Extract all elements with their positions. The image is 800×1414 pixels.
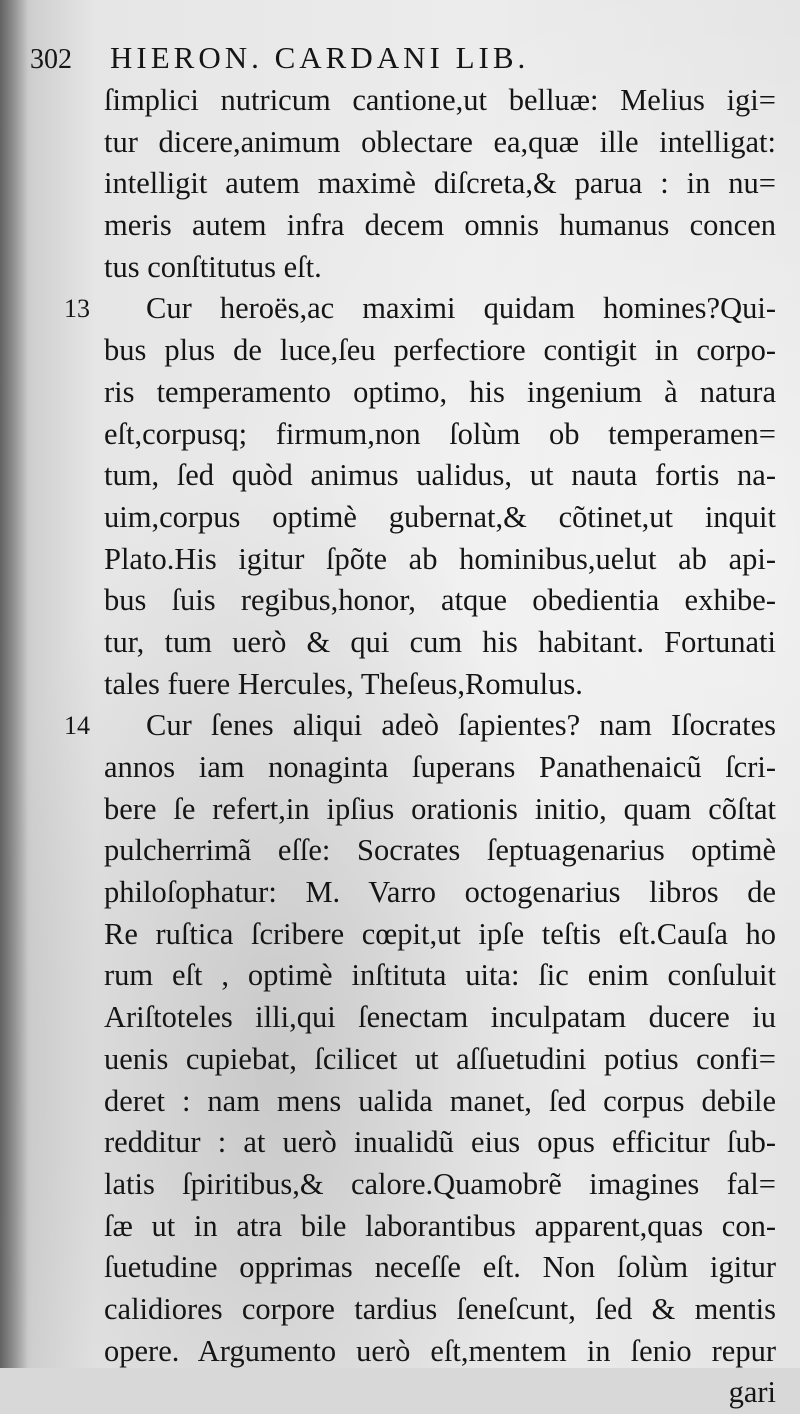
text-line: annos iam nonaginta ſuperans Panathenaicũ ſcri-	[104, 750, 776, 784]
text-line: tales fuere Hercules, Theſeus,Romulus.	[104, 666, 583, 701]
text-line: Re ruſtica ſcribere cœpit,ut ipſe teſtis eſt.Cauſa ho	[104, 916, 776, 951]
text-line: latis ſpiritibus,& calore.Quamobrẽ imagines fal=	[104, 1166, 776, 1201]
text-line: redditur : at uerò inualidũ eius opus efficitur ſub-	[104, 1125, 776, 1160]
text-line: 13 Cur heroës,ac maximi quidam homines?Qui-	[0, 288, 800, 330]
text-line: uim,corpus optimè gubernat,& cõtinet,ut inquit	[104, 499, 776, 534]
text-line: tur dicere,animum oblectare ea,quæ ille intelligat:	[104, 124, 776, 159]
text-line: rum eſt , optimè inſtituta uita: ſic enim conſuluit	[104, 958, 776, 993]
catchword-line	[0, 1372, 800, 1414]
page-number: 302	[30, 44, 72, 75]
page-header	[30, 40, 770, 80]
text-line: ris temperamento optimo, his ingenium à natura	[104, 374, 776, 409]
text-line: uenis cupiebat, ſcilicet ut aſſuetudini potius confi=	[104, 1041, 776, 1076]
body-text	[0, 80, 800, 1414]
text-line: pulcherrimã eſſe: Socrates ſeptuagenarius optimè	[104, 833, 776, 868]
text-line: 14 Cur ſenes aliqui adeò ſapientes? nam Iſocrates	[0, 705, 800, 747]
text-line: tum, ſed quòd animus ualidus, ut nauta fortis na-	[104, 458, 776, 493]
text-line: intelligit autem maximè diſcreta,& parua : in nu=	[104, 166, 776, 201]
catchword: gari	[728, 1375, 776, 1410]
text-line: tus conſtitutus eſt.	[104, 249, 322, 284]
section-number: 14	[64, 711, 90, 741]
text-line: bus plus de luce,ſeu perfectiore contigit in corpo-	[104, 333, 776, 368]
text-line: eſt,corpusq; firmum,non ſolùm ob temperamen=	[104, 416, 776, 451]
text-line: meris autem infra decem omnis humanus concen	[104, 208, 776, 243]
text-line: Plato.His igitur ſpõte ab hominibus,uelut ab api-	[104, 541, 776, 576]
text-line: deret : nam mens ualida manet, ſed corpus debile	[104, 1083, 776, 1118]
text-line: tur, tum uerò & qui cum his habitant. Fortunati	[104, 624, 776, 659]
text-line: ſuetudine opprimas neceſſe eſt. Non ſolùm igitur	[104, 1250, 776, 1285]
text-line: opere. Argumento uerò eſt,mentem in ſenio repur	[104, 1333, 776, 1368]
text-line: bus ſuis regibus,honor, atque obedientia exhibe-	[104, 583, 776, 618]
text-line: ſimplici nutricum cantione,ut belluæ: Melius igi=	[104, 83, 776, 117]
text-line: ſæ ut in atra bile laborantibus apparent,quas con-	[104, 1208, 776, 1243]
text-line: philoſophatur: M. Varro octogenarius libros de	[104, 875, 776, 910]
text-line: Ariſtoteles illi,qui ſenectam inculpatam ducere iu	[104, 1000, 776, 1035]
text-line: bere ſe refert,in ipſius orationis initio, quam cõſtat	[104, 791, 776, 826]
text-line: calidiores corpore tardius ſeneſcunt, ſed & mentis	[104, 1291, 776, 1326]
section-number: 13	[64, 294, 90, 324]
running-head: HIERON. CARDANI LIB.	[110, 40, 530, 75]
